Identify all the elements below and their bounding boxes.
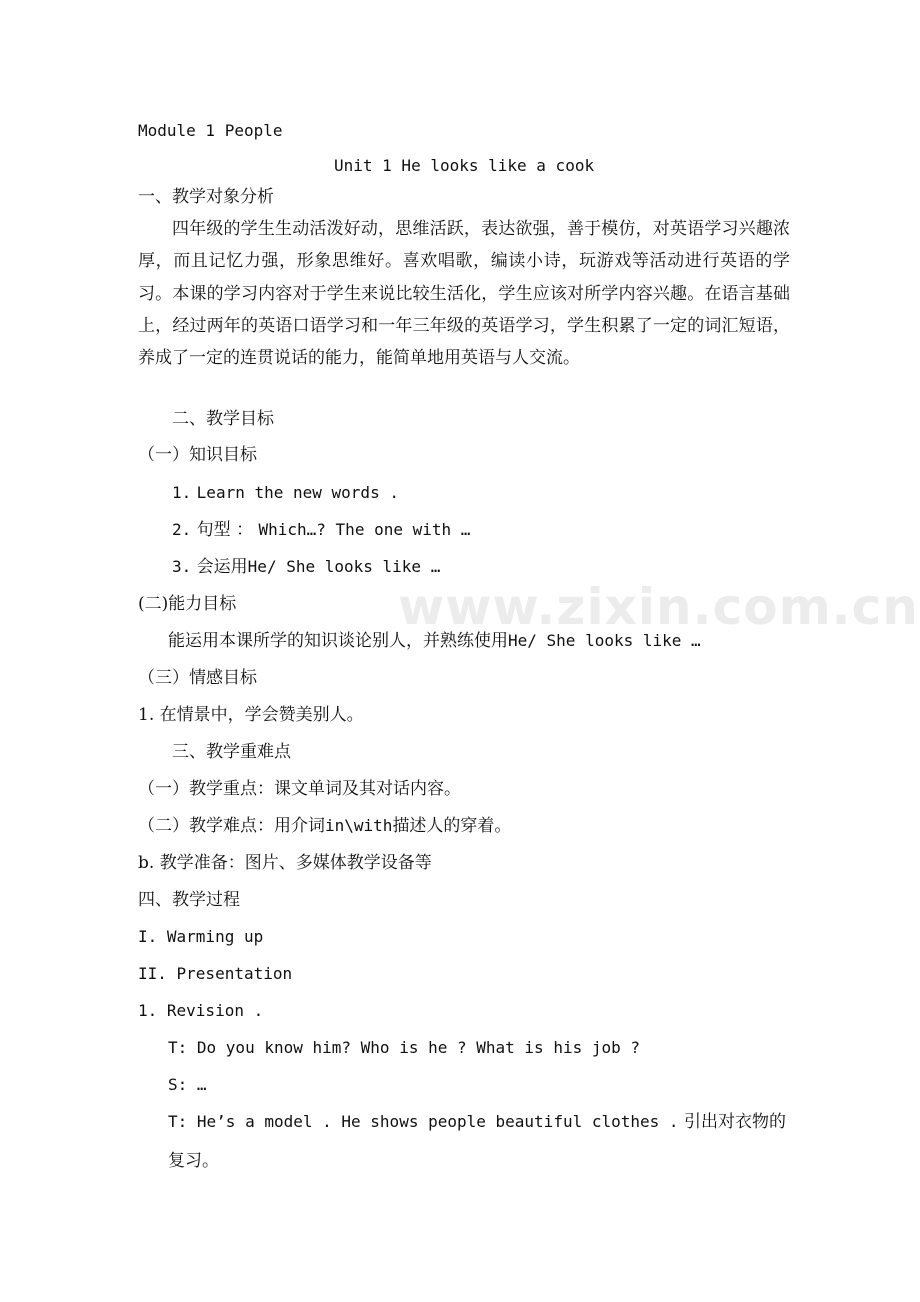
- ability-text: [168, 626, 701, 656]
- section-heading-4: 四、教学过程: [138, 890, 240, 910]
- emotion-item: 1. 在情景中，学会赞美别人。: [138, 705, 364, 725]
- subsection-heading-ability: (二)能力目标: [138, 594, 237, 614]
- list-item-number: 3.: [172, 557, 192, 576]
- dialog-line-student: S: …: [168, 1075, 207, 1094]
- dialog-line-teacher-2-en: T: He’s a model . He shows people beautiful clothes .: [168, 1112, 679, 1131]
- subsection-heading-emotion: （三）情感目标: [138, 668, 257, 688]
- list-item-number: 2.: [172, 520, 192, 539]
- step-presentation: II. Presentation: [138, 964, 293, 983]
- ability-text-cn: 能运用本课所学的知识谈论别人，并熟练使用: [168, 631, 508, 651]
- step-revision: 1. Revision .: [138, 1001, 264, 1020]
- list-item-number: 1.: [172, 483, 192, 502]
- list-item-text: Learn the new words .: [196, 483, 399, 502]
- dialog-line-teacher-2-cn: 引出对衣物的: [683, 1112, 786, 1132]
- section-paragraph-1: 四年级的学生生动活泼好动，思维活跃，表达欲强，善于模仿，对英语学习兴趣浓厚，而且记忆力强，形象思维好。喜欢唱歌，编读小诗，玩游戏等活动进行英语的学习。本课的学习内容对于学生来说比较生活化，学生应该对所学内容兴趣。在语言基础上，经过两年的英语口语学习和一年三年级的英语学习，学生积累了一定的词汇短语，养成了一定的连贯说话的能力，能简单地用英语与人交流。: [138, 219, 790, 369]
- key-point: （一）教学重点：课文单词及其对话内容。: [138, 779, 461, 799]
- list-item: [172, 478, 399, 508]
- list-item-text: Which…? The one with …: [258, 520, 471, 539]
- dialog-line-teacher-1: T: Do you know him? Who is he ? What is his job ?: [168, 1038, 641, 1057]
- step-warming-up: I. Warming up: [138, 927, 264, 946]
- section-heading-2: 二、教学目标: [172, 409, 274, 429]
- dialog-line-teacher-2: [168, 1107, 786, 1137]
- difficult-point-cn2: 描述人的穿着。: [392, 816, 512, 836]
- difficult-point-cn1: （二）教学难点：用介词: [138, 816, 325, 836]
- list-item: [172, 552, 440, 582]
- watermark: www.zixin.com.cn: [398, 578, 919, 636]
- list-item-label: 会运用: [196, 557, 248, 577]
- module-title: Module 1 People: [138, 121, 283, 140]
- difficult-point: [138, 811, 511, 841]
- difficult-point-en: in\with: [325, 816, 393, 835]
- section-heading-1: 一、教学对象分析: [138, 187, 274, 207]
- subsection-heading-knowledge: （一）知识目标: [138, 445, 257, 465]
- teaching-preparation: b. 教学准备：图片、多媒体教学设备等: [138, 853, 432, 873]
- ability-text-en: He/ She looks like …: [508, 631, 701, 650]
- unit-title: Unit 1 He looks like a cook: [334, 156, 595, 175]
- list-item: [172, 515, 470, 545]
- dialog-line-end: 复习。: [168, 1151, 219, 1171]
- section-heading-3: 三、教学重难点: [172, 742, 291, 762]
- list-item-text: He/ She looks like …: [247, 557, 441, 576]
- list-item-label: 句型 ：: [196, 520, 254, 540]
